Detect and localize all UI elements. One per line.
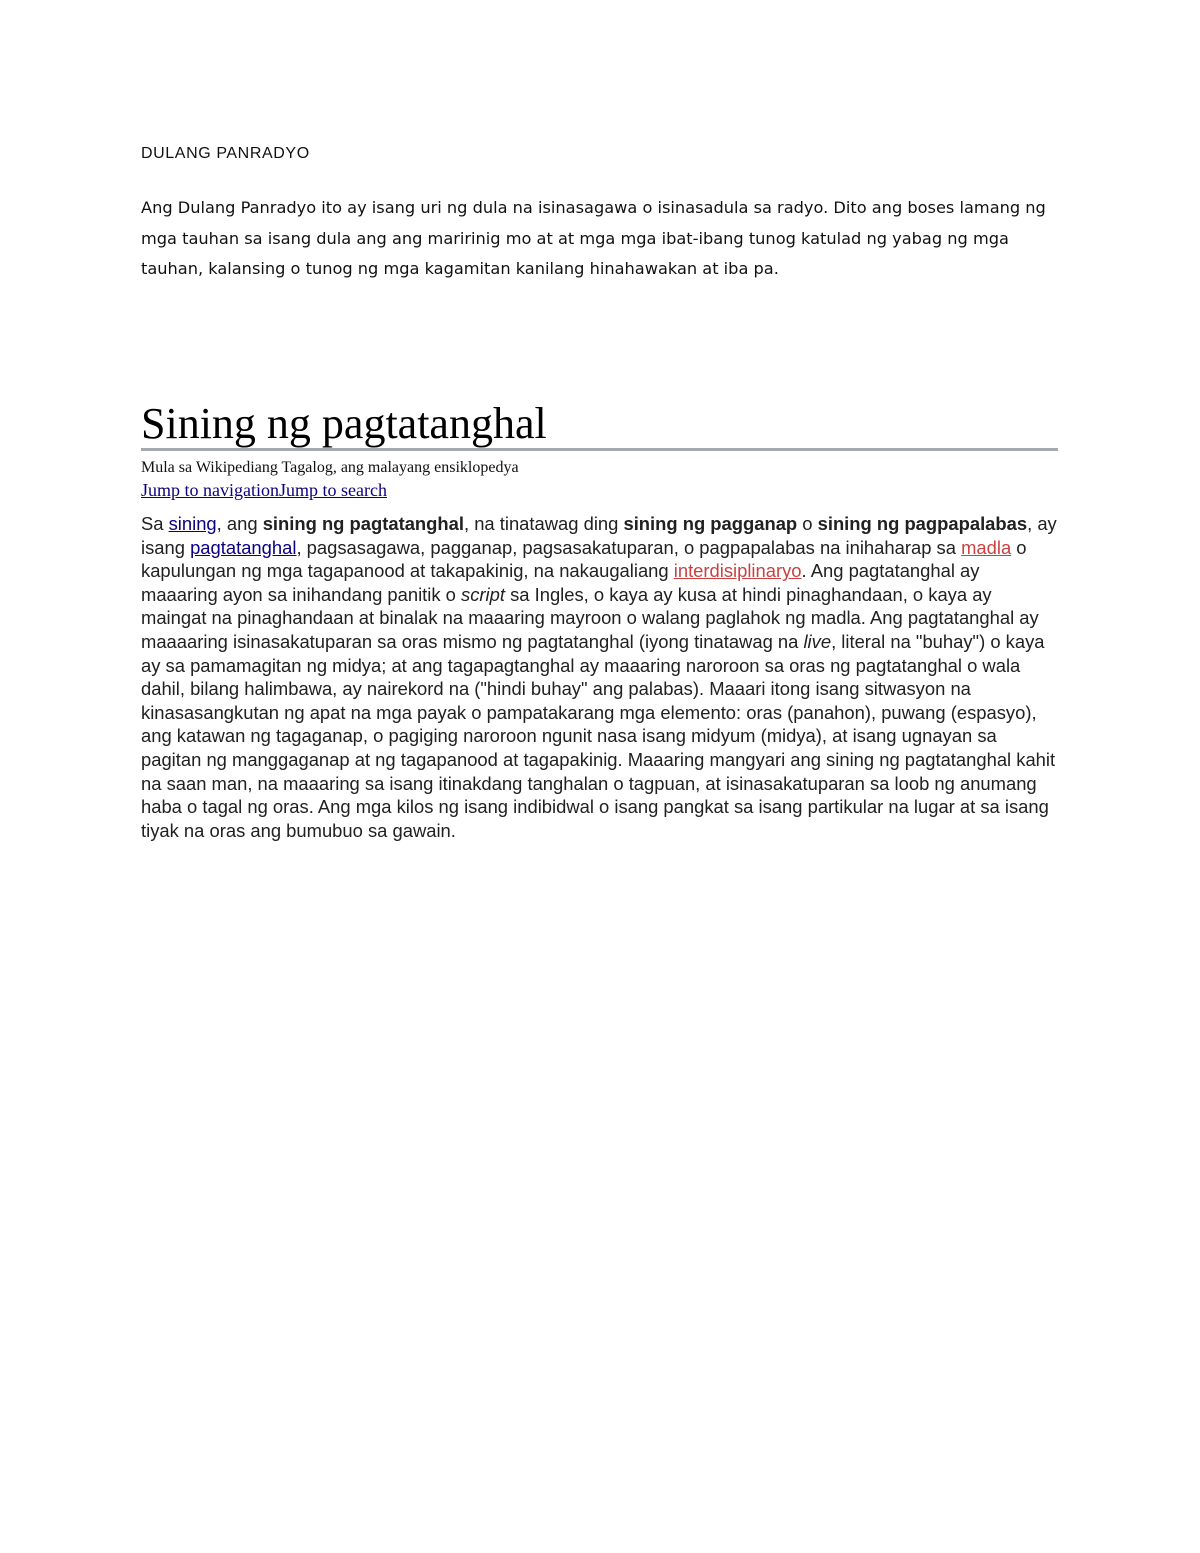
body-text: , ang (216, 513, 263, 534)
link-pagtatanghal[interactable]: pagtatanghal (190, 536, 297, 558)
bold-term-sining-ng-pagtatanghal: sining ng pagtatanghal (262, 513, 464, 534)
jump-to-navigation-link[interactable]: Jump to navigation (141, 480, 279, 500)
body-text: sa Ingles, o kaya ay kusa at hindi pinaghandaan, o kaya ay maingat na pinaghandaan at binalak na maaaring mayroon o walang paglahok ng madla. Ang pagtatanghal ay maaaaring isinasakatuparan sa oras mismo ng pagtatanghal (iyong tinatawag na (141, 583, 1039, 652)
body-text: . Ang pagtatanghal ay maaaring ayon sa inihandang panitik o (141, 560, 980, 605)
italic-term-live: live (803, 630, 832, 652)
link-sining[interactable]: sining (168, 513, 217, 534)
bold-term-sining-ng-pagpapalabas: sining ng pagpapalabas (817, 513, 1028, 534)
body-text: , literal na "buhay") o kaya ay sa pamamagitan ng midya; at ang tagapagtanghal ay maaaring naroroon sa oras ng pagtatanghal o wala dahil, bilang halimbawa, ay nairekord na ("hindi buhay" ang palabas). Maaari itong isang sitwasyon na kinasasangkutan ng apat na mga payak o pampatakarang mga elemento: oras (panahon), puwang (espasyo), ang katawan ng tagaganap, o pagiging naroroon ngunit nasa isang midyum (midya), at isang ugnayan sa pagitan ng manggaganap at ng tagapanood at tagapakinig. Maaaring mangyari ang sining ng pagtatanghal kahit na saan man, na maaaring sa isang itinakdang tanghalan o tagpuan, at isinasakatuparan sa loob ng anumang haba o tagal ng oras. Ang mga kilos ng isang indibidwal o isang pangkat sa isang partikular na lugar at sa isang tiyak na oras ang bumubuo sa gawain. (141, 630, 1056, 841)
body-text: , ay isang (141, 513, 1057, 558)
wiki-body-paragraph (141, 512, 1059, 842)
wiki-tagline: Mula sa Wikipediang Tagalog, ang malayang ensiklopedya (141, 459, 519, 476)
document-title: DULANG PANRADYO (141, 145, 310, 162)
jump-to-search-link[interactable]: Jump to search (279, 480, 387, 500)
intro-paragraph: Ang Dulang Panradyo ito ay isang uri ng dula na isinasagawa o isinasadula sa radyo. Dito ang boses lamang ng mga tauhan sa isang dula ang ang maririnig mo at at mga mga ibat-ibang tunog katulad ng yabag ng mga tauhan, kalansing o tunog ng mga kagamitan kanilang hinahawakan at iba pa. (141, 198, 1046, 278)
body-text: , na tinatawag ding (463, 513, 624, 534)
wiki-article-heading: Sining ng pagtatanghal (141, 399, 547, 448)
jump-links (141, 480, 387, 501)
heading-divider (141, 448, 1058, 451)
link-interdisiplinaryo[interactable]: interdisiplinaryo (673, 560, 802, 582)
body-text: o kapulungan ng mga tagapanood at takapakinig, na nakaugaliang (141, 536, 1027, 582)
bold-term-sining-ng-pagganap: sining ng pagganap (623, 513, 798, 534)
body-text: , pagsasagawa, pagganap, pagsasakatuparan, o pagpapalabas na inihaharap sa (296, 536, 962, 558)
body-text: Sa (141, 513, 169, 534)
link-madla[interactable]: madla (961, 536, 1012, 558)
italic-term-script: script (461, 583, 505, 605)
body-text: o (797, 513, 818, 534)
